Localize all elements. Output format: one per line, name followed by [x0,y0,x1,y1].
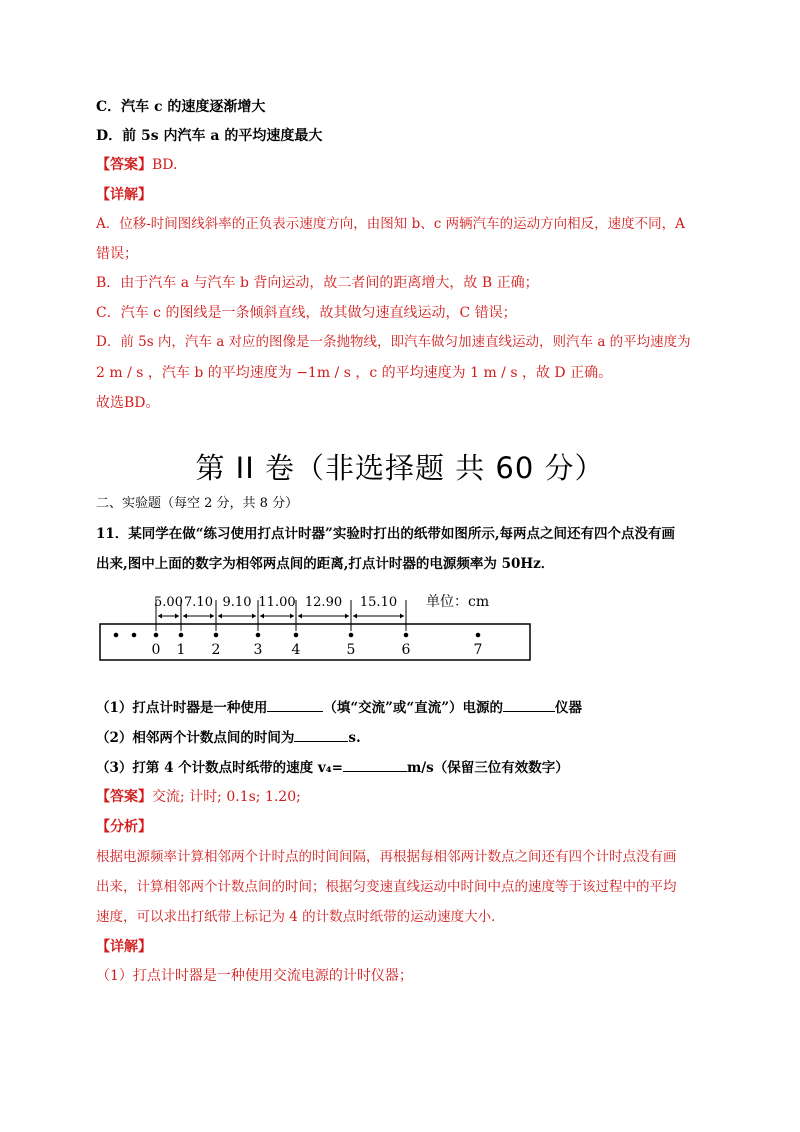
option-c: C．汽车 c 的速度逐渐增大 [96,99,266,115]
analysis-line3: 速度，可以求出打纸带上标记为 4 的计数点时纸带的运动速度大小． [96,909,505,925]
detail-2-label: 【详解】 [96,939,152,955]
tape-point-1 [179,633,184,638]
tape-point-6 [404,633,409,638]
detail-d-line2: 2 m / s ，汽车 b 的平均速度为 −1m / s ，c 的平均速度为 1 m / s ，故 D 正确。 [96,365,613,381]
tape-arrowhead [210,614,214,619]
sub1-text-b: （填“交流”或“直流”）电源的 [323,700,503,716]
sub1-text-c: 仪器 [554,700,582,716]
analysis-label: 【分析】 [96,819,152,835]
tape-extra-dot [114,633,119,638]
tape-dimension-lines [154,595,406,631]
tape-arrowhead [260,614,264,619]
answer-block-1 [96,155,177,175]
tape-point-3 [256,633,261,638]
tape-distance-label: 7.10 [184,595,213,610]
tape-points [152,633,483,658]
tape-point-label: 4 [291,642,301,658]
tape-point-label: 2 [211,642,221,658]
tape-point-label: 7 [473,642,483,658]
detail-label: 【详解】 [96,187,152,203]
section-title: 第 II 卷（非选择题 共 60 分） [195,451,605,485]
tape-distance-label: 12.90 [304,595,343,610]
tape-point-label: 5 [346,642,356,658]
tape-distance-label: 5.00 [154,595,183,610]
tape-point-2 [214,633,219,638]
tape-point-label: 6 [401,642,411,658]
tape-distance-label: 9.10 [222,595,252,610]
blank-4[interactable] [343,757,407,772]
tape-point-5 [349,633,354,638]
sub-question-1 [96,697,582,718]
sub3-text-b: m/s（保留三位有效数字） [406,760,569,776]
answer-block-2 [96,787,301,807]
tape-point-label: 1 [176,642,186,658]
analysis-line2: 出来，计算相邻两个计数点间的时间；根据匀变速直线运动中时间中点的速度等于该过程中的平均 [96,879,677,895]
section-heading: 二、实验题（每空 2 分，共 8 分） [96,496,299,511]
answer-value: BD. [152,157,178,173]
tape-point-label: 3 [253,642,263,658]
tape-unit: 单位：cm [426,594,490,610]
tape-arrowhead [290,614,294,619]
option-d: D．前 5s 内汽车 a 的平均速度最大 [96,128,323,144]
tape-arrowhead [218,614,222,619]
tape-arrowhead [175,614,179,619]
answer-label: 【答案】 [96,157,152,173]
tape-extra-dot [132,633,137,638]
tape-arrowhead [183,614,187,619]
sub3-text-a: （3）打第 4 个计数点时纸带的速度 v₄= [96,760,343,776]
tape-arrowhead [345,614,349,619]
tape-strip [100,624,530,660]
question-11-line2: 出来,图中上面的数字为相邻两点间的距离,打点计时器的电源频率为 50Hz． [96,556,555,572]
blank-2[interactable] [503,697,555,712]
tape-point-0 [154,633,159,638]
paper-tape-figure [96,586,536,666]
tape-arrowhead [252,614,256,619]
sub-question-2 [96,727,361,748]
tape-arrowhead [353,614,357,619]
analysis-line1: 根据电源频率计算相邻两个计时点的时间间隔，再根据每相邻两计数点之间还有四个计时点没有画 [96,849,677,865]
detail-b: B．由于汽车 a 与汽车 b 背向运动，故二者间的距离增大，故 B 正确； [96,275,539,291]
tape-arrowhead [298,614,302,619]
detail-a-line2: 错误； [96,246,138,262]
tape-point-label: 0 [151,642,161,658]
sub-question-3 [96,757,569,778]
tape-arrowhead [158,614,162,619]
tape-arrowhead [400,614,404,619]
sub2-text-a: （2）相邻两个计数点间的时间为 [96,730,295,746]
answer-value: 交流; 计时; 0.1s; 1.20; [152,789,301,805]
tape-distance-label: 15.10 [359,595,398,610]
blank-1[interactable] [267,697,323,712]
blank-3[interactable] [294,727,348,742]
detail-2-line1: （1）打点计时器是一种使用交流电源的计时仪器； [96,968,413,984]
question-11-line1: 11．某同学在做“练习使用打点计时器”实验时打出的纸带如图所示,每两点之间还有四个点没有画 [96,526,676,542]
tape-distance-label: 11.00 [258,595,296,610]
sub2-text-b: s. [348,730,361,746]
tape-point-7 [476,633,481,638]
detail-d-line1: D．前 5s 内，汽车 a 对应的图像是一条抛物线，即汽车做匀加速直线运动，则汽车 a 的平均速度为 [96,334,691,350]
answer-label: 【答案】 [96,789,152,805]
detail-a-line1: A．位移-时间图线斜率的正负表示速度方向，由图知 b、c 两辆汽车的运动方向相反，速度不同，A [96,216,685,232]
sub1-text-a: （1）打点计时器是一种使用 [96,700,268,716]
detail-c: C．汽车 c 的图线是一条倾斜直线，故其做匀速直线运动，C 错误； [96,305,517,321]
detail-conclusion: 故选BD。 [96,395,160,411]
tape-point-4 [294,633,299,638]
